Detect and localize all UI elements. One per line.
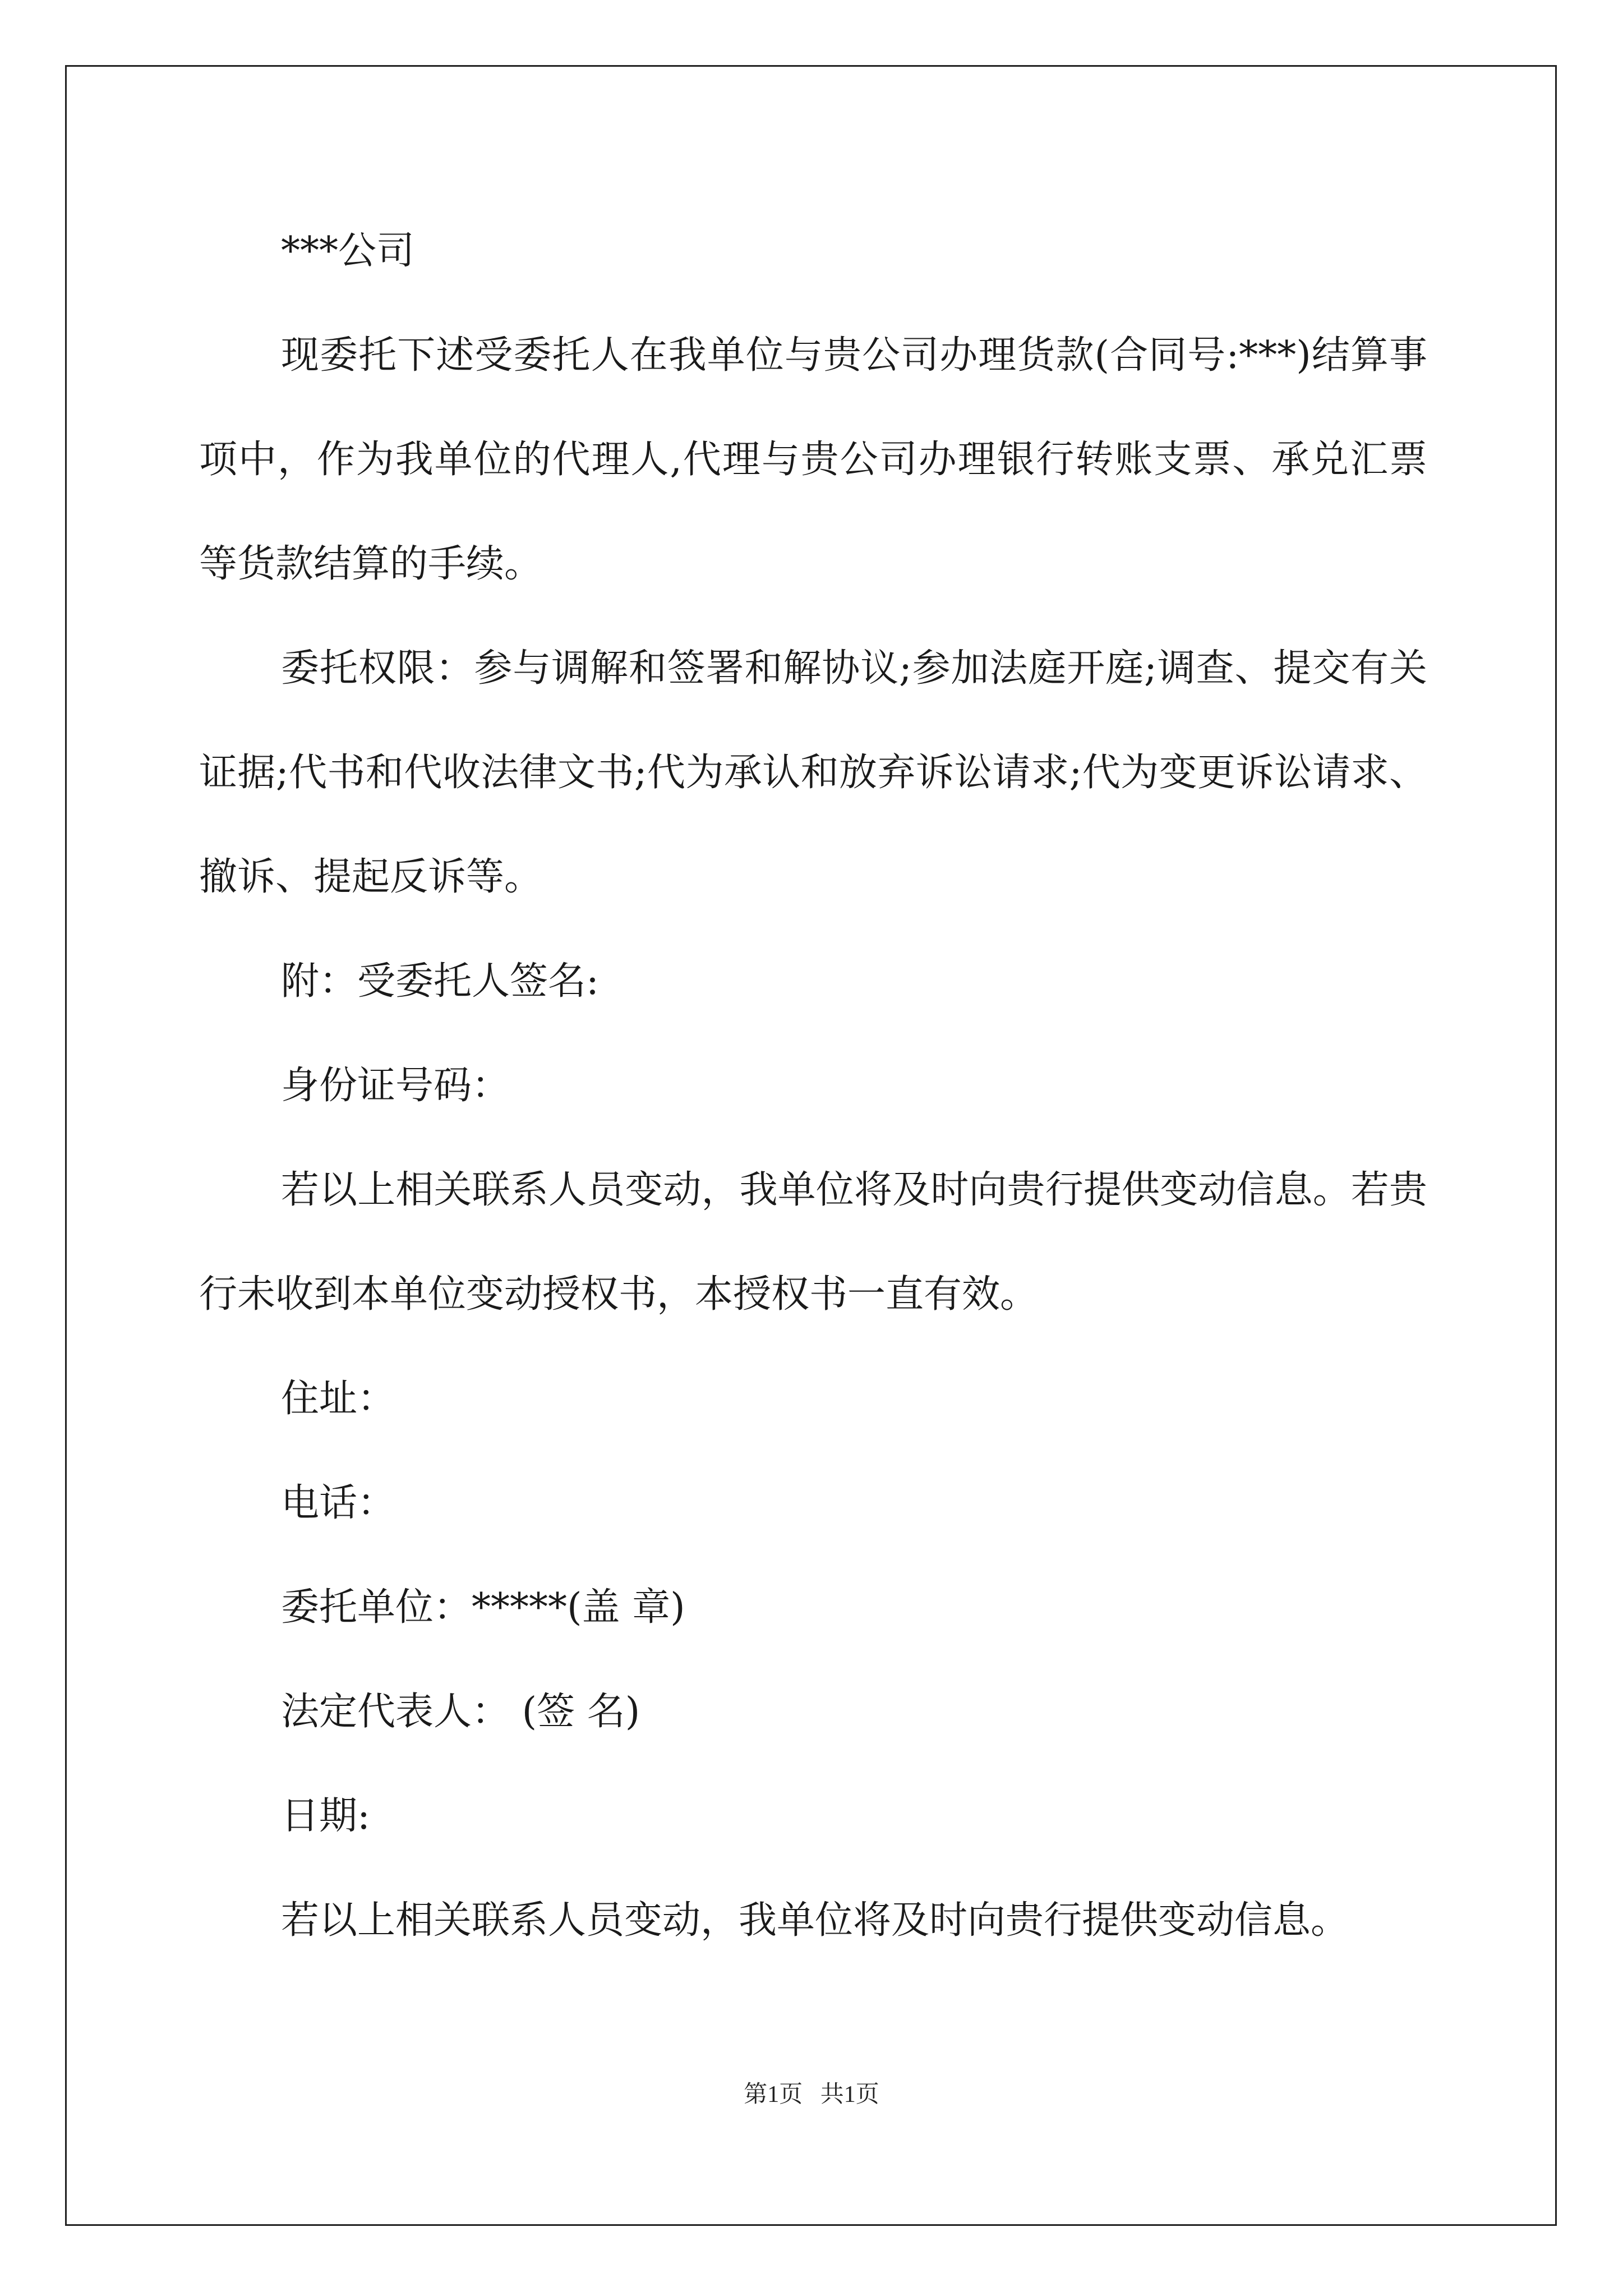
entrusting-unit-line: 委托单位：*****(盖 章) <box>281 1585 685 1630</box>
entrustment-paragraph: 现委托下述受委托人在我单位与贵公司办理货款(合同号:***)结算事项中，作为我单位的代理人,代理与贵公司办理银行转账支票、承兑汇票等货款结算的手续。 <box>199 333 1427 586</box>
address-line: 住址： <box>281 1377 396 1421</box>
legal-representative-line: 法定代表人： (签 名) <box>281 1690 640 1734</box>
document-body <box>199 199 1427 1973</box>
page-number-footer: 第1页 共1页 <box>744 2082 879 2108</box>
phone-line: 电话： <box>281 1481 396 1525</box>
validity-paragraph: 若以上相关联系人员变动，我单位将及时向贵行提供变动信息。若贵行未收到本单位变动授权书，本授权书一直有效。 <box>199 1168 1427 1317</box>
closing-paragraph: 若以上相关联系人员变动，我单位将及时向贵行提供变动信息。 <box>281 1898 1349 1943</box>
id-number-line: 身份证号码： <box>281 1064 510 1108</box>
date-line: 日期: <box>281 1794 370 1838</box>
attachment-signature-line: 附：受委托人签名: <box>281 959 599 1004</box>
recipient-line: ***公司 <box>281 229 415 273</box>
authority-paragraph: 委托权限：参与调解和签署和解协议;参加法庭开庭;调查、提交有关证据;代书和代收法律文书;代为承认和放弃诉讼请求;代为变更诉讼请求、撤诉、提起反诉等。 <box>199 646 1427 899</box>
